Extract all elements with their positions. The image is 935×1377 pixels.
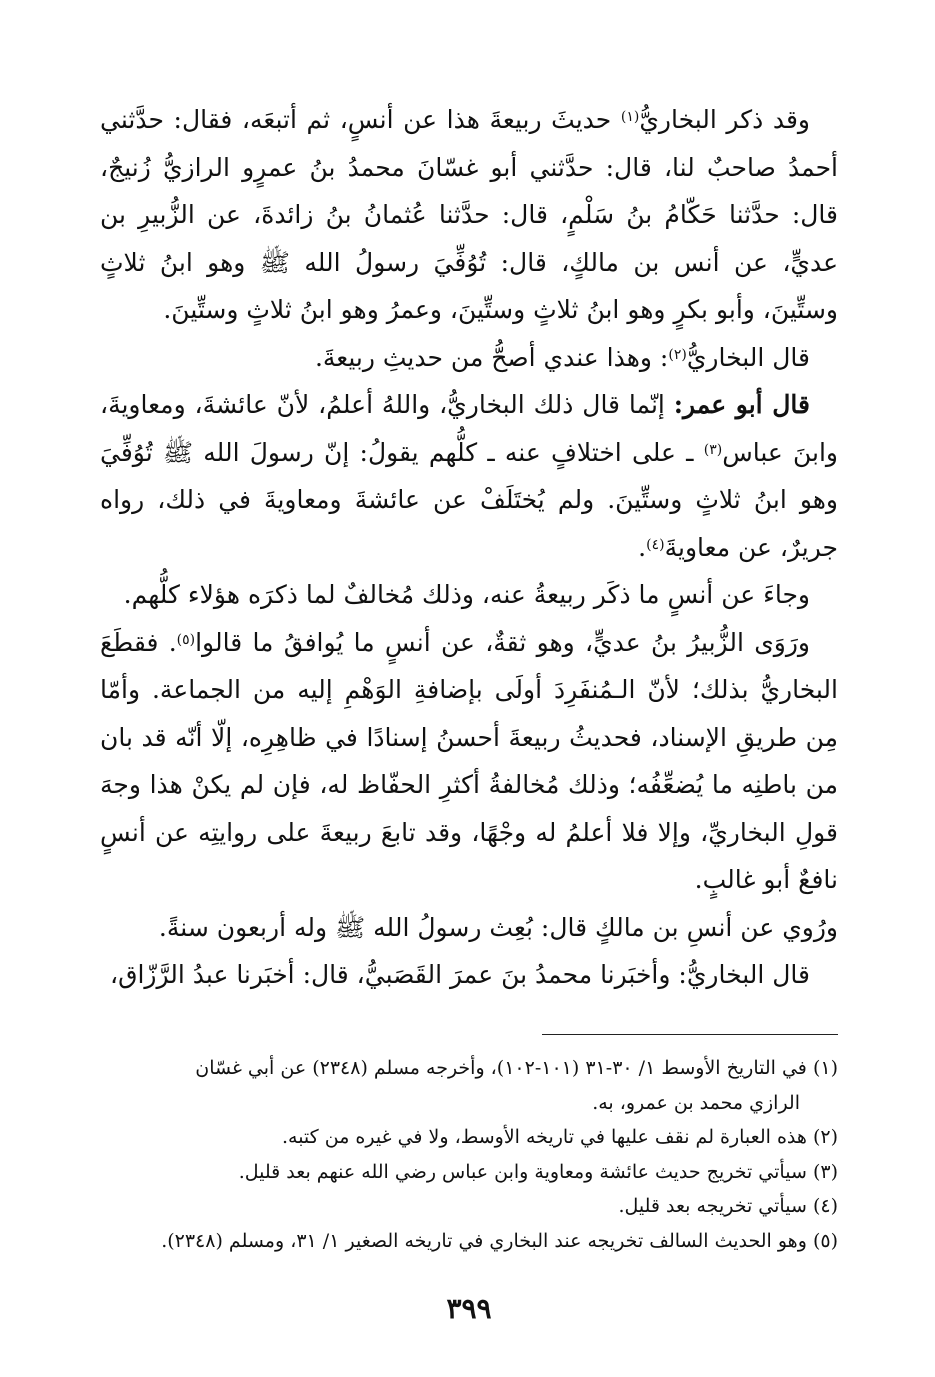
paragraph-text: : وهذا عندي أصحُّ من حديثِ ربيعةَ. <box>314 342 669 372</box>
footnote-text: وهو الحديث السالف تخريجه عند البخاري في تاريخه الصغير ١/ ٣١، ومسلم (٢٣٤٨). <box>161 1229 807 1252</box>
footnote-text: سيأتي تخريجه بعد قليل. <box>618 1195 807 1217</box>
footnotes <box>100 1051 838 1258</box>
footnote-number: (٢) <box>812 1126 838 1148</box>
footnote-ref: (١) <box>620 109 640 125</box>
paragraph-3 <box>100 381 838 571</box>
paragraph-2 <box>100 334 838 382</box>
footnote-text: سيأتي تخريج حديث عائشة ومعاوية وابن عباس رضي الله عنهم بعد قليل. <box>238 1160 807 1183</box>
footnote-ref: (٣) <box>703 441 723 458</box>
footnote-text: هذه العبارة لم نقف عليها في تاريخه الأوسط، ولا في غيره من كتبه. <box>281 1126 807 1148</box>
footnote-3 <box>100 1155 838 1190</box>
author-lead: قال أبو عمر: <box>673 390 810 419</box>
footnote-number: (٤) <box>812 1195 838 1217</box>
book-page <box>100 96 838 1346</box>
footnote-separator <box>542 1034 838 1035</box>
paragraph-text: حديثَ ربيعةَ هذا عن أنسٍ، ثم أتبعَه، فقال: حدَّثني أحمدُ صاحبٌ لنا، قال: حدَّثني أبو غسّانَ محمدُ بنُ عمرٍو الرازيُّ زُنيجٌ، قال: حدَّثنا حَكّامُ بنُ سَلْمٍ، قال: حدَّثنا عُثمانُ بنُ زائدةَ، عن الزُّبيرِ بن عديٍّ، عن أنس بن مالكٍ، قال: تُوُفِّيَ رسولُ الله ﷺ وهو ابنُ ثلاثٍ وستِّينَ، وأبو بكرٍ وهو ابنُ ثلاثٍ وستِّينَ، وعمرُ وهو ابنُ ثلاثٍ وستِّينَ. <box>100 105 838 324</box>
paragraph-text: إنّما قال ذلك البخاريُّ، واللهُ أعلمُ، لأنّ عائشةَ، ومعاويةَ، وابنَ عباس <box>100 390 838 467</box>
footnote-number: (٣) <box>812 1160 838 1183</box>
footnote-ref: (٤) <box>646 536 665 553</box>
paragraph-text: قال البخاريُّ <box>686 342 810 372</box>
footnote-continuation: الرازي محمد بن عمرو، به. <box>592 1091 800 1114</box>
paragraph-4: وجاءَ عن أنسٍ ما ذكَر ربيعةُ عنه، وذلك مُخالفٌ لما ذكرَه هؤلاء كلُّهم. <box>123 580 810 609</box>
page-number: ٣٩٩ <box>446 1292 492 1325</box>
paragraph-text: ـ على اختلافٍ عنه ـ كلُّهم يقولُ: إنّ رسولَ الله ﷺ تُوُفِّيَ وهو ابنُ ثلاثٍ وستِّينَ. ولم يُختَلَفْ عن عائشةَ ومعاويةَ في ذلك، رواه جريرٌ، عن معاويةَ <box>100 437 838 562</box>
paragraph-text: وقد ذكر البخاريُّ <box>639 105 811 134</box>
footnote-ref: (٢) <box>668 346 687 363</box>
paragraph-6: ورُوي عن أنسِ بن مالكٍ قال: بُعِث رسولُ الله ﷺ وله أربعون سنةً. <box>158 912 838 942</box>
paragraph-7: قال البخاريُّ: وأخبَرنا محمدُ بنَ عمرَ القَصَبيُّ، قال: أخبَرنا عبدُ الرَّزّاق، <box>110 960 810 989</box>
footnote-text: في التاريخ الأوسط ١/ ٣٠-٣١ (١٠١-١٠٢)، وأخرجه مسلم (٢٣٤٨) عن أبي غسّان <box>195 1057 807 1079</box>
paragraph-5 <box>100 619 838 904</box>
paragraph-text: . <box>638 532 647 562</box>
footnote-4 <box>100 1189 838 1224</box>
footnote-number: (١) <box>812 1057 838 1079</box>
main-text <box>100 96 838 999</box>
paragraph-text: . فقطَعَ البخاريُّ بذلك؛ لأنّ الـمُنفَرِدَ أولَى بإضافةِ الوَهْمِ إليه من الجماعة. وأمّا مِن طريقِ الإسناد، فحديثُ ربيعةَ أحسنُ إسنادًا في ظاهِرِه، إلّا أنّه قد بان من باطنِه ما يُضعِّفُه؛ وذلك مُخالفةُ أكثرِ الحفّاظ له، فإن لم يكنْ هذا وجهَ قولِ البخاريِّ، وإلا فلا أعلمُ له وجْهًا، وقد تابعَ ربيعةَ على روايتِه عن أنسٍ نافعٌ أبو غالبٍ. <box>100 627 838 894</box>
paragraph-text: ورَوَى الزُّبيرُ بنُ عديٍّ، وهو ثقةٌ، عن أنسٍ ما يُوافقُ ما قالوا <box>195 627 810 657</box>
footnote-2 <box>100 1120 838 1155</box>
footnote-ref: (٥) <box>176 631 196 648</box>
footnote-number: (٥) <box>812 1229 838 1252</box>
footnote-1 <box>100 1051 838 1120</box>
footnote-5 <box>100 1224 838 1259</box>
paragraph-1 <box>100 96 838 334</box>
